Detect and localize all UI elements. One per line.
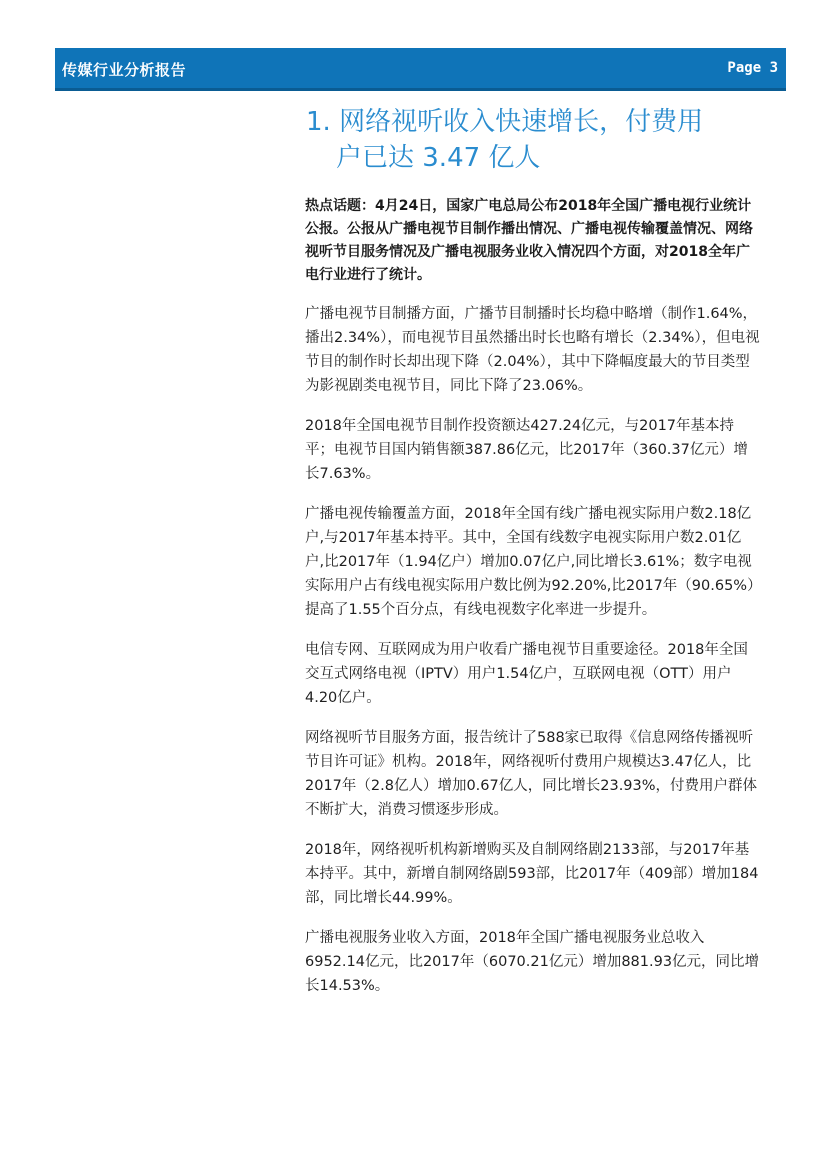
article-body: [305, 195, 760, 1014]
section-title-line1: 1. 网络视听收入快速增长，付费用: [306, 107, 704, 137]
hot-topic-lead: 热点话题：4月24日，国家广电总局公布2018年全国广播电视行业统计公报。公报从广播电视节目制作播出情况、广播电视传输覆盖情况、网络视听节目服务情况及广播电视服务业收入情况四个方面，对2018全年广电行业进行了统计。: [305, 198, 753, 283]
paragraph-iptv-ott: 电信专网、互联网成为用户收看广播电视节目重要途径。2018年全国交互式网络电视（IPTV）用户1.54亿户，互联网电视（OTT）用户4.20亿户。: [305, 642, 748, 706]
paragraph-online-av: 网络视听节目服务方面，报告统计了588家已取得《信息网络传播视听节目许可证》机构。2018年，网络视听付费用户规模达3.47亿人，比2017年（2.8亿人）增加0.67亿人，同比增长23.93%，付费用户群体不断扩大，消费习惯逐步形成。: [305, 730, 758, 818]
paragraph-investment: 2018年全国电视节目制作投资额达427.24亿元，与2017年基本持平；电视节目国内销售额387.86亿元，比2017年（360.37亿元）增长7.63%。: [305, 418, 748, 482]
paragraph-production: 广播电视节目制播方面，广播节目制播时长均稳中略增（制作1.64%，播出2.34%），而电视节目虽然播出时长也略有增长（2.34%），但电视节目的制作时长却出现下降（2.04%），其中下降幅度最大的节目类型为影视剧类电视节目，同比下降了23.06%。: [305, 306, 760, 394]
section-title: [306, 104, 776, 176]
section-title-line2: 户已达 3.47 亿人: [336, 143, 541, 173]
paragraph-web-drama: 2018年，网络视听机构新增购买及自制网络剧2133部，与2017年基本持平。其中，新增自制网络剧593部，比2017年（409部）增加184部，同比增长44.99%。: [305, 842, 759, 906]
paragraph-revenue: 广播电视服务业收入方面，2018年全国广播电视服务业总收入6952.14亿元，比2017年（6070.21亿元）增加881.93亿元，同比增长14.53%。: [305, 930, 760, 994]
header-bar: [55, 48, 786, 91]
report-title: 传媒行业分析报告: [62, 61, 187, 79]
page-number: Page 3: [727, 60, 778, 76]
paragraph-coverage: 广播电视传输覆盖方面，2018年全国有线广播电视实际用户数2.18亿户,与2017年基本持平。其中，全国有线数字电视实际用户数2.01亿户,比2017年（1.94亿户）增加0.07亿户,同比增长3.61%；数字电视实际用户占有线电视实际用户数比例为92.20%,比2017年（90.65%）提高了1.55个百分点，有线电视数字化率进一步提升。: [305, 506, 755, 618]
